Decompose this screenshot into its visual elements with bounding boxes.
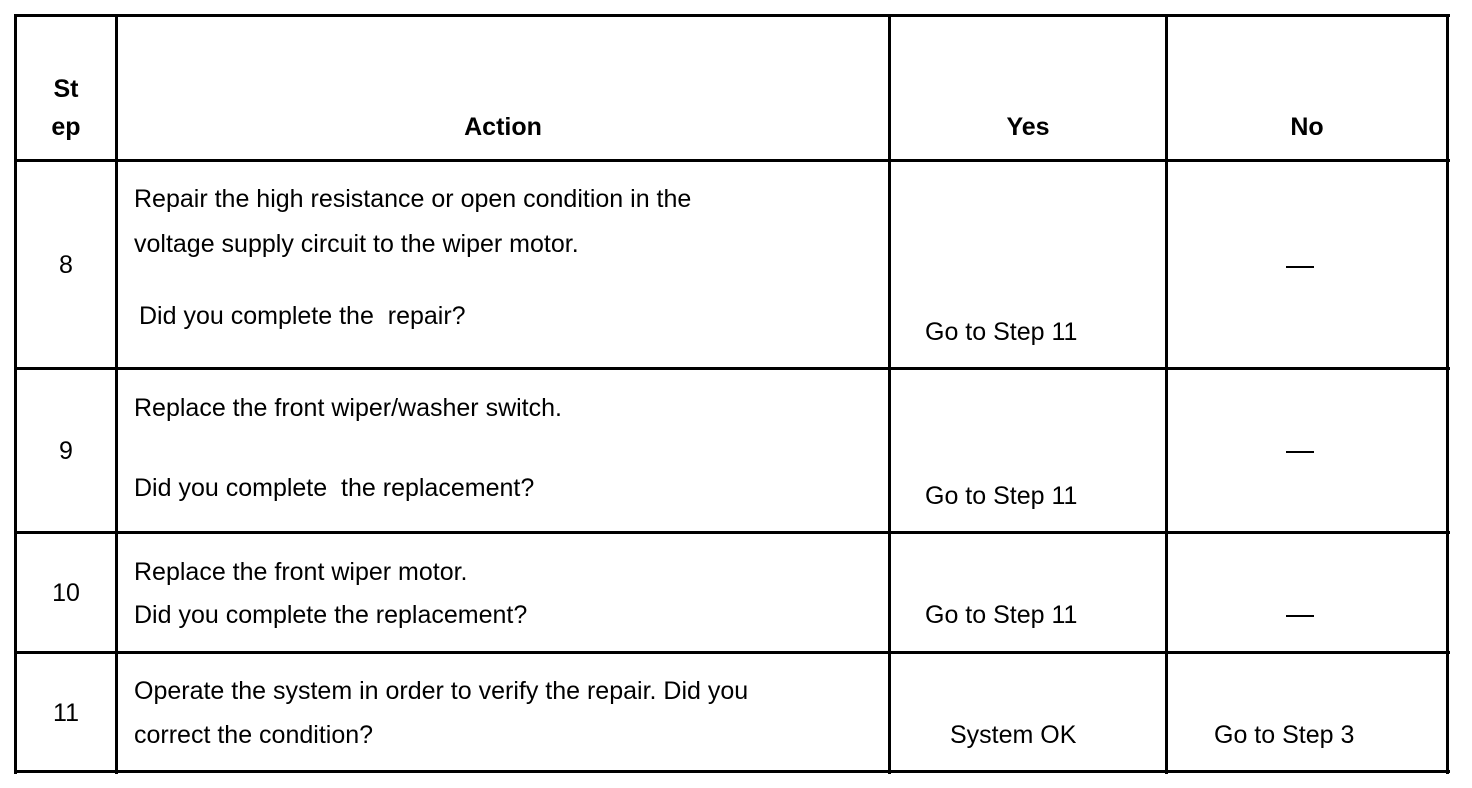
no-result-dash bbox=[1286, 266, 1314, 268]
header-step-line2: ep bbox=[51, 113, 81, 141]
step-number: 8 bbox=[59, 251, 73, 279]
header-step-line1: St bbox=[53, 75, 79, 103]
action-text: Replace the front wiper motor. bbox=[134, 558, 468, 586]
yes-result: Go to Step 11 bbox=[925, 318, 1078, 346]
row-divider bbox=[14, 367, 1450, 370]
no-result-dash bbox=[1286, 451, 1314, 453]
action-text: voltage supply circuit to the wiper motor. bbox=[134, 230, 579, 258]
table-border-right bbox=[1446, 14, 1449, 774]
action-question: correct the condition? bbox=[134, 721, 374, 749]
no-result-dash bbox=[1286, 615, 1314, 617]
table-border-bottom bbox=[14, 770, 1450, 773]
yes-result: Go to Step 11 bbox=[925, 482, 1078, 510]
row-divider bbox=[14, 651, 1450, 654]
action-question: Did you complete the replacement? bbox=[134, 474, 535, 502]
yes-result: Go to Step 11 bbox=[925, 601, 1078, 629]
action-text: Replace the front wiper/washer switch. bbox=[134, 394, 562, 422]
action-text: Repair the high resistance or open condition in the bbox=[134, 185, 692, 213]
row-divider bbox=[14, 531, 1450, 534]
action-question: Did you complete the replacement? bbox=[134, 601, 528, 629]
header-yes: Yes bbox=[1006, 113, 1050, 141]
no-result: Go to Step 3 bbox=[1214, 721, 1355, 749]
action-text: Operate the system in order to verify the repair. Did you bbox=[134, 677, 749, 705]
diagnostic-table bbox=[14, 14, 1450, 774]
header-no: No bbox=[1290, 113, 1324, 141]
step-number: 9 bbox=[59, 437, 73, 465]
header-action: Action bbox=[464, 113, 542, 141]
yes-result: System OK bbox=[950, 721, 1077, 749]
step-number: 10 bbox=[52, 579, 80, 607]
action-question: Did you complete the repair? bbox=[139, 302, 466, 330]
header-divider bbox=[14, 159, 1450, 162]
table-border-top bbox=[14, 14, 1450, 17]
step-number: 11 bbox=[53, 699, 79, 727]
